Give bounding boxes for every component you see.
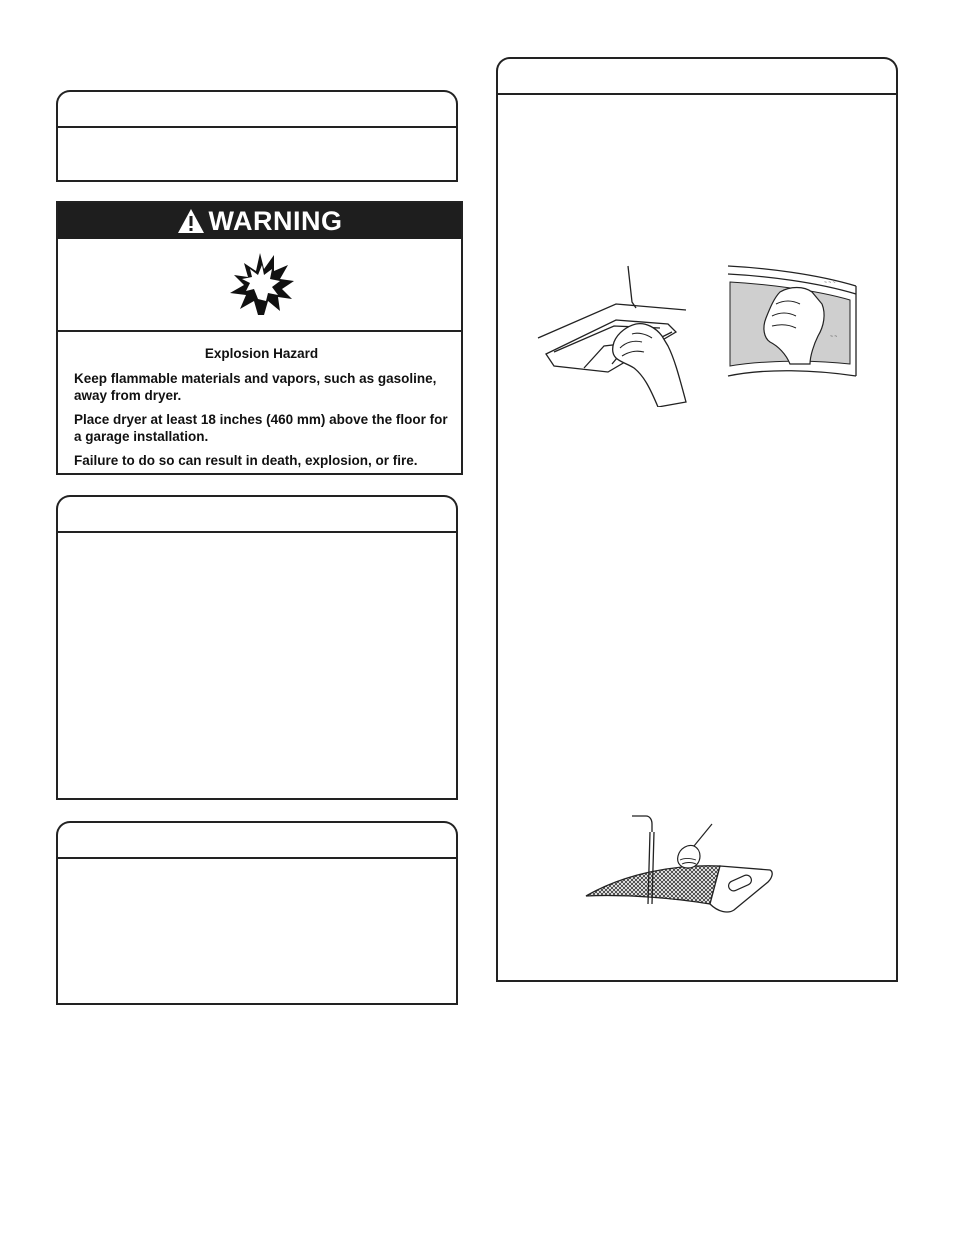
section-box-1-tab <box>56 90 458 130</box>
warning-line-1: Keep flammable materials and vapors, such as gasoline, away from dryer. <box>74 371 437 403</box>
section-box-3-tab <box>56 821 458 861</box>
warning-icon-area <box>58 239 461 332</box>
lint-screen-washing-illustration <box>584 812 776 914</box>
section-box-1 <box>56 126 458 182</box>
explosion-icon <box>228 249 296 317</box>
warning-box <box>56 201 463 475</box>
warning-header <box>58 203 461 239</box>
warning-title: Explosion Hazard <box>204 346 319 361</box>
section-box-2-tab <box>56 495 458 535</box>
warning-triangle-icon <box>177 208 205 234</box>
svg-text:~ ~: ~ ~ <box>830 334 838 340</box>
warning-text <box>74 345 449 476</box>
section-box-2 <box>56 531 458 800</box>
svg-text:~ ~ ~: ~ ~ ~ <box>824 280 836 286</box>
warning-line-2: Place dryer at least 18 inches (460 mm) above the floor for a garage installation. <box>74 412 448 444</box>
hand-wiping-lint-illustration <box>726 264 858 386</box>
warning-header-label: WARNING <box>208 205 343 236</box>
hand-removing-lint-screen-illustration <box>536 262 696 407</box>
section-box-3 <box>56 857 458 1005</box>
warning-line-3: Failure to do so can result in death, explosion, or fire. <box>74 453 418 468</box>
section-box-4-tab <box>496 57 898 97</box>
